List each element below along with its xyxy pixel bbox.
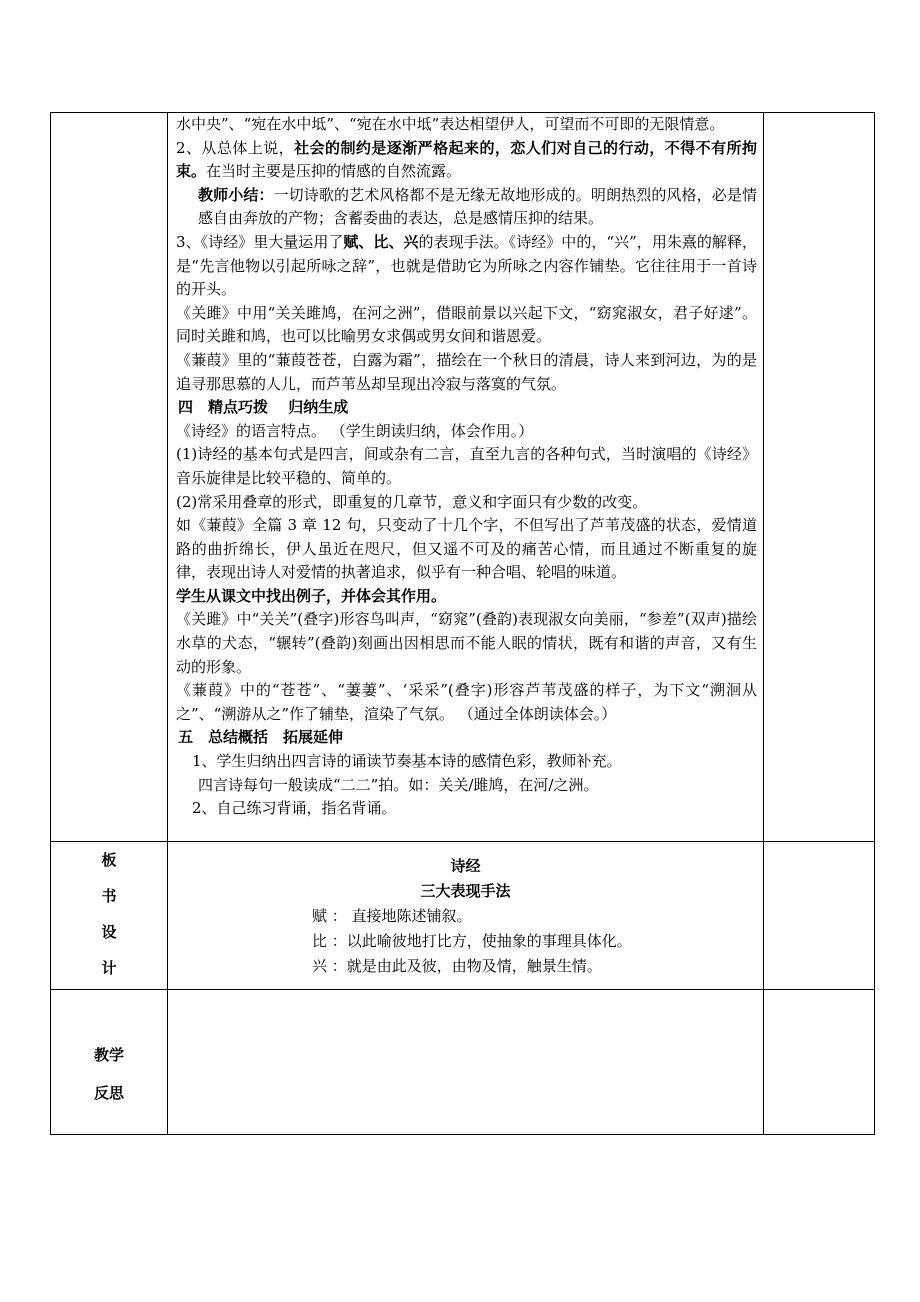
text-run: 在当时主要是压抑的情感的自然流露。 (206, 162, 462, 181)
board-label-char: 书 (101, 887, 117, 905)
lesson-paragraph (176, 113, 757, 137)
board-design-cell (168, 842, 764, 990)
lesson-paragraph (176, 302, 757, 349)
reflection-label (51, 990, 167, 1112)
lesson-paragraph (176, 750, 757, 774)
text-run: 1、学生归纳出四言诗的诵读节奏基本诗的感情色彩，教师补充。 (192, 752, 622, 771)
bold-text: 学生从课文中找出例子，并体会其作用。 (176, 586, 447, 605)
board-design-content (168, 842, 763, 989)
text-run: 《蒹葭》中的“苍苍”、“萋萋”、‘采采”(叠字)形容芦苇茂盛的样子，为下文“溯洄从之”、“溯游从之”作了辅垫，渲染了气氛。 （通过全体朗读体会。） (176, 681, 757, 723)
text-run: 2、从总体上说， (176, 138, 295, 157)
board-design-row (51, 842, 875, 990)
bold-text: 社会的制约是逐渐严格起来的，恋人们对自己的行动，不得不有所拘束。 (176, 138, 757, 181)
board-item-fu: 赋 ： 直接地陈述铺叙。 (312, 907, 472, 925)
board-title: 诗经 (450, 857, 481, 875)
bold-text: 四 精点巧拨 归纳生成 (178, 398, 349, 417)
lesson-paragraph (176, 514, 757, 585)
lesson-paragraph (176, 231, 757, 302)
board-subtitle: 三大表现手法 (420, 882, 511, 900)
lesson-content (168, 113, 763, 821)
content-cell (168, 113, 764, 842)
lesson-paragraph (176, 396, 757, 420)
content-notes-cell (764, 113, 875, 842)
board-label-char: 板 (101, 851, 117, 869)
lesson-paragraph (176, 679, 757, 726)
board-label-char: 设 (101, 923, 117, 941)
lesson-paragraph (176, 137, 757, 184)
text-run: (1)诗经的基本句式是四言，间或杂有二言，直至九言的各种句式，当时演唱的《诗经》音乐旋律是比较平稳的、简单的。 (176, 445, 757, 487)
board-item-xing: 兴 ：就是由此及彼，由物及情，触景生情。 (312, 957, 602, 975)
lesson-paragraph (176, 443, 757, 490)
reflection-label-line2: 反思 (93, 1084, 124, 1102)
board-design-label (51, 842, 167, 988)
lesson-paragraph (176, 797, 757, 821)
reflection-label-line1: 教学 (93, 1046, 124, 1064)
text-run: 水中央”、“宛在水中坻”、“宛在水中坻”表达相望伊人，可望而不可即的无限情意。 (176, 115, 725, 133)
content-row (51, 113, 875, 842)
lesson-plan-table (50, 112, 875, 1135)
board-design-label-cell (51, 842, 168, 990)
lesson-paragraph (176, 608, 757, 679)
text-run: 《关雎》中用“关关雎鸠，在河之洲”，借眼前景以兴起下文，“窈窕淑女，君子好逑”。同时关雎和鸠，也可以比喻男女求偶或男女间和谐恩爱。 (176, 303, 757, 346)
board-label-char: 计 (101, 959, 117, 977)
text-run: 《蒹葭》里的“蒹葭苍苍，白露为霜”，描绘在一个秋日的清晨，诗人来到河边，为的是追寻那思慕的人儿，而芦苇丛却呈现出冷寂与落寞的气氛。 (176, 350, 757, 393)
reflection-notes-cell (764, 990, 875, 1135)
text-run: 《诗经》的语言特点。 （学生朗读归纳，体会作用。） (176, 421, 534, 440)
text-run: 四言诗每句一般读成“二二”拍。如：关关/雎鸠，在河/之洲。 (198, 775, 599, 794)
bold-text: 赋、比、兴 (343, 232, 419, 251)
text-run: 《关雎》中“关关”(叠字)形容鸟叫声，“窈窕”(叠韵)表现淑女向美丽，“参差”(双声)描绘水草的犬态，“辗转”(叠韵)刻画出因相思而不能人眠的情状，既有和谐的声音，又有生动的形象。 (176, 610, 757, 676)
lesson-paragraph (176, 184, 757, 231)
lesson-paragraph (176, 585, 757, 609)
text-run: 一切诗歌的艺术风格都不是无缘无故地形成的。明朗热烈的风格，必是情感自由奔放的产物；含蓄委曲的表达，总是感情压抑的结果。 (198, 185, 757, 228)
board-notes-cell (764, 842, 875, 990)
text-run: 的表现手法。《诗经》中的，“兴”，用朱熹的解释，是“先言他物以引起所咏之辞”，也就是借助它为所咏之内容作铺垫。它往往用于一首诗的开头。 (176, 232, 757, 299)
reflection-row (51, 990, 875, 1135)
board-item-bi: 比 ：以此喻彼地打比方，使抽象的事理具体化。 (312, 932, 632, 950)
reflection-label-cell (51, 990, 168, 1135)
content-label-cell (51, 113, 168, 842)
text-run: 2、自己练习背诵，指名背诵。 (192, 799, 397, 818)
lesson-paragraph (176, 420, 757, 444)
lesson-paragraph (176, 491, 757, 515)
bold-text: 教师小结： (198, 185, 274, 204)
lesson-paragraph (176, 726, 757, 750)
text-run: (2)常采用叠章的形式，即重复的几章节，意义和字面只有少数的改变。 (176, 492, 648, 511)
lesson-paragraph (176, 774, 757, 798)
reflection-cell (168, 990, 764, 1135)
text-run: 3、《诗经》里大量运用了 (176, 232, 344, 251)
text-run: 如《蒹葭》全篇 3 章 12 句，只变动了十几个字，不但写出了芦苇茂盛的状态，爱情道路的曲折绵长，伊人虽近在咫尺，但又遥不可及的痛苦心情，而且通过不断重复的旋律，表现出诗人对爱情的执著追求，似乎有一种合唱、轮唱的味道。 (176, 516, 757, 582)
bold-text: 五 总结概括 拓展延伸 (178, 728, 344, 747)
lesson-paragraph (176, 349, 757, 396)
